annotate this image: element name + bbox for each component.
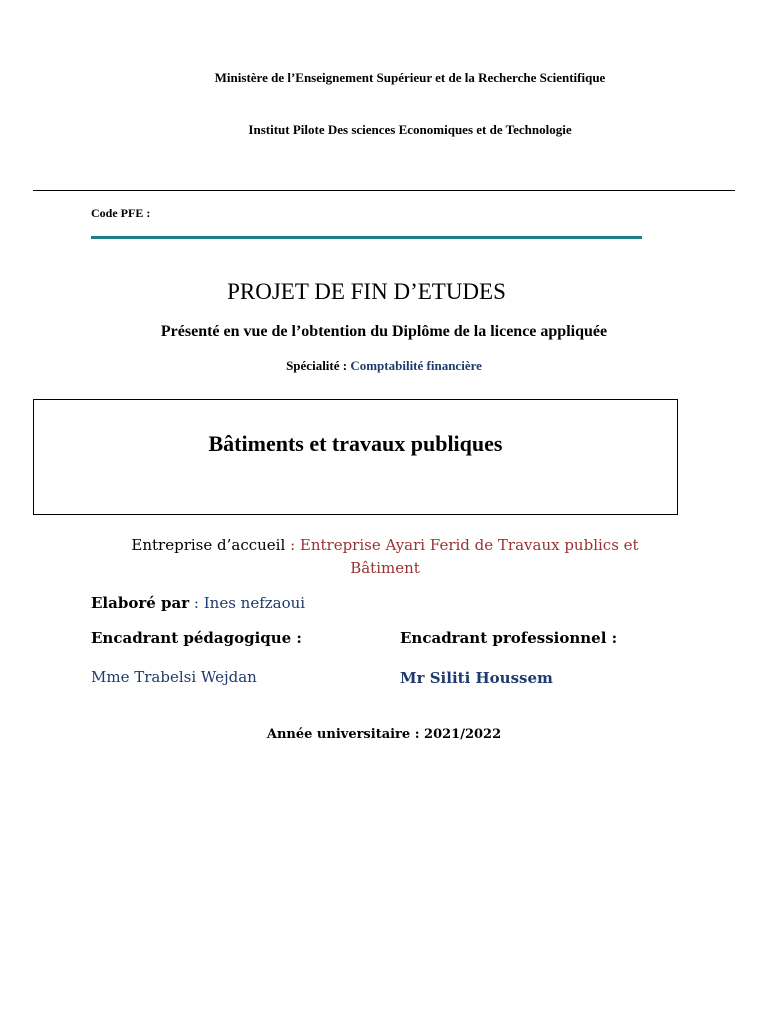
topic-box [33,399,678,515]
author-name: : Ines nefzaoui [193,594,306,612]
host-company-value: : Entreprise Ayari Ferid de Travaux publics et Bâtiment [290,536,639,577]
code-pfe-underline [91,236,642,239]
host-company [100,534,670,580]
topic-title: Bâtiments et travaux publiques [208,431,503,456]
speciality-value: Comptabilité financière [350,358,482,373]
professional-supervisor-label: Encadrant professionnel : [400,629,618,647]
pedagogical-supervisor-label: Encadrant pédagogique : [91,629,302,647]
author-line [91,593,305,613]
diploma-statement: Présenté en vue de l’obtention du Diplôme de la licence appliquée [160,323,608,340]
academic-year: Année universitaire : 2021/2022 [266,727,502,742]
document-title: PROJET DE FIN D’ETUDES [227,279,506,304]
ministry-name: Ministère de l’Enseignement Supérieur et de la Recherche Scientifique [214,70,606,85]
speciality-label: Spécialité : [286,358,348,373]
speciality-line [0,357,768,375]
pedagogical-supervisor-name: Mme Trabelsi Wejdan [91,668,257,686]
header-divider [33,190,735,191]
host-company-label: Entreprise d’accueil [131,536,286,554]
code-pfe-label: Code PFE : [91,206,151,220]
author-label: Elaboré par [91,594,190,612]
professional-supervisor-name: Mr Siliti Houssem [400,669,553,687]
institute-name: Institut Pilote Des sciences Economiques et de Technologie [248,122,572,137]
